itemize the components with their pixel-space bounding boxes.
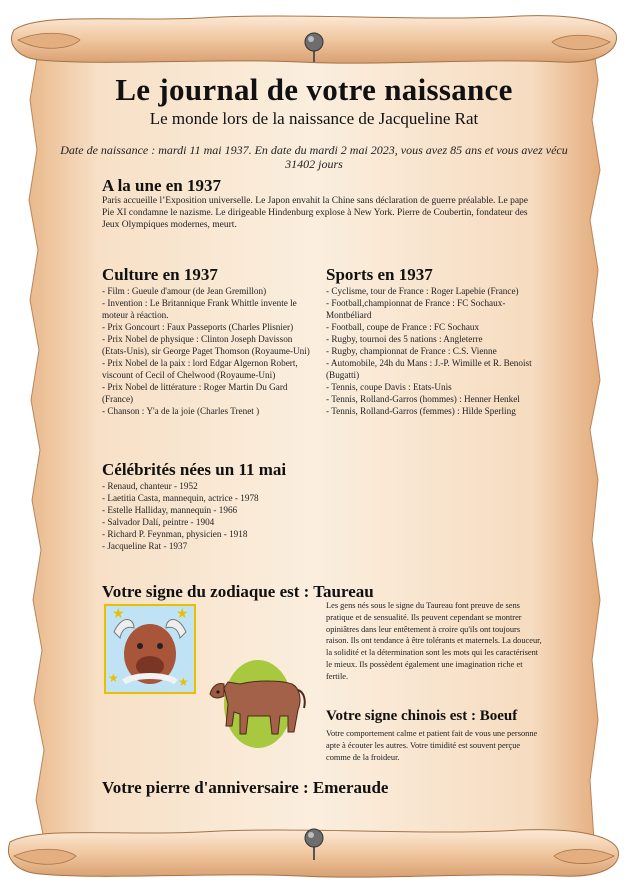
list-item: - Estelle Halliday, mannequin - 1966 [102, 505, 238, 515]
chinese-sign-section-title: Votre signe chinois est : Boeuf [326, 708, 518, 724]
headline-section-text: Paris accueille l’Exposition universelle. Le Japon envahit la Chine sans déclaration de guerre préalable. Le pape Pie XI condamne le nazisme. Le dirigeable Hindenburg explose à New York. Pierre de Coubertin, fondateur des Jeux Olympiques modernes, meurt. [102, 196, 529, 230]
zodiac-section-title: Votre signe du zodiaque est : Taureau [102, 582, 374, 601]
list-item: - Prix Nobel de la paix : lord Edgar Algernon Robert, viscount of Cecil of Chelwood (Royaume-Uni) [102, 358, 298, 380]
list-item: - Salvador Dalí, peintre - 1904 [102, 517, 215, 527]
list-item: - Film : Gueule d'amour (de Jean Gremillon) [102, 286, 267, 296]
list-item: - Tennis, Rolland-Garros (hommes) : Henner Henkel [326, 394, 520, 404]
headline-section-title: A la une en 1937 [102, 176, 222, 195]
ox-chinese-sign-icon [206, 654, 310, 754]
list-item: - Prix Nobel de physique : Clinton Joseph Davisson (Etats-Unis), sir George Paget Thomson (Royaume-Uni) [102, 334, 310, 356]
list-item: - Jacqueline Rat - 1937 [102, 541, 188, 551]
celebrities-list [102, 480, 402, 552]
list-item: - Prix Goncourt : Faux Passeports (Charles Plisnier) [102, 322, 294, 332]
svg-text:★: ★ [112, 607, 125, 622]
list-item: - Football, coupe de France : FC Sochaux [326, 322, 480, 332]
taurus-zodiac-icon [104, 604, 196, 694]
birthstone-section-title: Votre pierre d'anniversaire : Emeraude [102, 778, 389, 797]
list-item: - Rugby, tournoi des 5 nations : Angleterre [326, 334, 483, 344]
list-item: - Football,championnat de France : FC Sochaux-Montbéliard [326, 298, 506, 320]
page-subtitle: Le monde lors de la naissance de Jacqueline Rat [149, 109, 479, 128]
svg-text:★: ★ [178, 675, 189, 689]
list-item: - Invention : Le Britannique Frank Whittle invente le moteur à réaction. [102, 298, 297, 320]
chinese-sign-description: Votre comportement calme et patient fait de vous une personne apte à écouter les autres. Votre timidité est souvent perçue comme de la froideur. [326, 729, 538, 762]
list-item: - Richard P. Feynman, physicien - 1918 [102, 529, 248, 539]
birth-date-line: Date de naissance : mardi 11 mai 1937. En date du mardi 2 mai 2023, vous avez 85 ans et vous avez vécu 31402 jours [60, 143, 568, 171]
list-item: - Laetitia Casta, mannequin, actrice - 1978 [102, 493, 259, 503]
list-item: - Renaud, chanteur - 1952 [102, 481, 198, 491]
list-item: - Prix Nobel de littérature : Roger Martin Du Gard (France) [102, 382, 288, 404]
sports-list [326, 285, 544, 417]
culture-list [102, 285, 316, 417]
culture-section-title: Culture en 1937 [102, 265, 218, 284]
list-item: - Automobile, 24h du Mans : J.-P. Wimille et R. Benoist (Bugatti) [326, 358, 532, 380]
list-item: - Tennis, coupe Davis : Etats-Unis [326, 382, 452, 392]
list-item: - Chanson : Y'a de la joie (Charles Trenet ) [102, 406, 260, 416]
list-item: - Tennis, Rolland-Garros (femmes) : Hilde Sperling [326, 406, 516, 416]
svg-text:★: ★ [176, 607, 189, 622]
celebrities-section-title: Célébrités nées un 11 mai [102, 460, 287, 479]
zodiac-description: Les gens nés sous le signe du Taureau font preuve de sens pratique et de sensualité. Ils peuvent cependant se montrer opiniâtres dans leur entêtement à croire qu'ils ont toujours raison. Ils ont tendance à être tolérants et maternels. La douceur, la solidité et la détermination sont les mots qui les caractérisent le mieux. Ils possèdent également une imagination riche et fertile. [326, 601, 542, 681]
sports-section-title: Sports en 1937 [326, 265, 433, 284]
list-item: - Cyclisme, tour de France : Roger Lapebie (France) [326, 286, 519, 296]
list-item: - Rugby, championnat de France : C.S. Vienne [326, 346, 497, 356]
page-title: Le journal de votre naissance [115, 72, 513, 107]
svg-text:★: ★ [108, 671, 119, 685]
